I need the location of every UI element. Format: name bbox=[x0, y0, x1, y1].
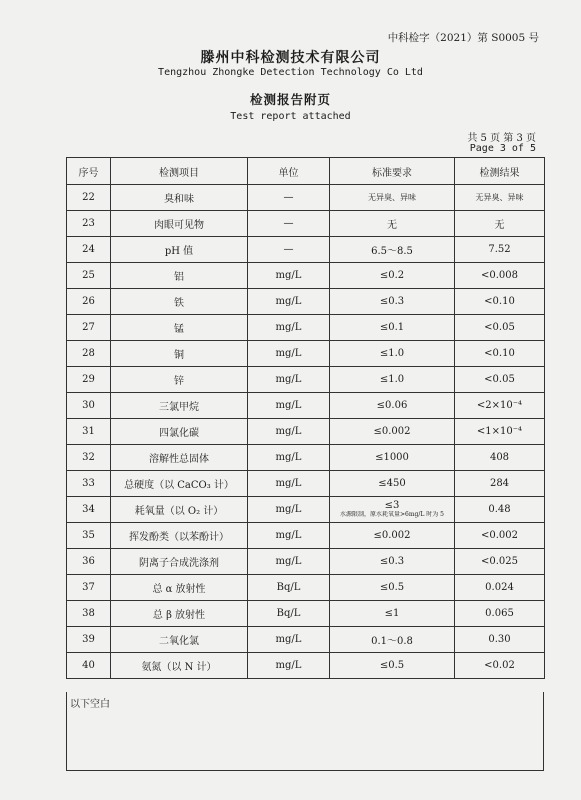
row-no: 22 bbox=[67, 185, 111, 211]
table-row bbox=[67, 237, 545, 263]
row-result: <1×10⁻⁴ bbox=[455, 419, 545, 445]
row-no: 26 bbox=[67, 289, 111, 315]
row-standard: ≤0.5 bbox=[330, 575, 455, 601]
row-no: 28 bbox=[67, 341, 111, 367]
row-item: 耗氧量（以 O₂ 计） bbox=[111, 497, 248, 523]
page-indicator-cn: 共 5 页 第 3 页 bbox=[467, 133, 536, 144]
row-item: 铁 bbox=[111, 289, 248, 315]
table-row bbox=[67, 471, 545, 497]
row-result: 0.024 bbox=[455, 575, 545, 601]
row-item: 臭和味 bbox=[111, 185, 248, 211]
table-row bbox=[67, 627, 545, 653]
results-table bbox=[66, 157, 545, 679]
row-unit: — bbox=[248, 211, 330, 237]
report-reference-number: 中科检字（2021）第 S0005 号 bbox=[387, 32, 539, 44]
row-standard: 0.1～0.8 bbox=[330, 627, 455, 653]
table-row bbox=[67, 393, 545, 419]
row-item: 二氧化氯 bbox=[111, 627, 248, 653]
row-no: 39 bbox=[67, 627, 111, 653]
row-no: 34 bbox=[67, 497, 111, 523]
row-item: 铝 bbox=[111, 263, 248, 289]
header-result: 检测结果 bbox=[455, 158, 545, 185]
row-standard: ≤0.06 bbox=[330, 393, 455, 419]
table-row bbox=[67, 185, 545, 211]
table-row bbox=[67, 367, 545, 393]
row-unit: mg/L bbox=[248, 419, 330, 445]
row-standard: ≤0.5 bbox=[330, 653, 455, 679]
row-result: <0.02 bbox=[455, 653, 545, 679]
row-standard: ≤1.0 bbox=[330, 367, 455, 393]
row-unit: mg/L bbox=[248, 497, 330, 523]
header-unit: 单位 bbox=[248, 158, 330, 185]
row-standard-cell bbox=[330, 497, 455, 523]
table-row bbox=[67, 575, 545, 601]
row-unit: mg/L bbox=[248, 653, 330, 679]
row-result: 0.48 bbox=[455, 497, 545, 523]
table-row bbox=[67, 341, 545, 367]
table-row bbox=[67, 653, 545, 679]
row-standard: 无异臭、异味 bbox=[330, 185, 455, 211]
row-unit: — bbox=[248, 185, 330, 211]
row-no: 33 bbox=[67, 471, 111, 497]
row-unit: mg/L bbox=[248, 523, 330, 549]
row-no: 25 bbox=[67, 263, 111, 289]
row-standard: 6.5～8.5 bbox=[330, 237, 455, 263]
row-result: 无异臭、异味 bbox=[455, 185, 545, 211]
table-header-row bbox=[67, 158, 545, 185]
row-no: 38 bbox=[67, 601, 111, 627]
row-result: <0.008 bbox=[455, 263, 545, 289]
header-standard: 标准要求 bbox=[330, 158, 455, 185]
row-no: 27 bbox=[67, 315, 111, 341]
row-standard: ≤0.3 bbox=[330, 289, 455, 315]
row-no: 32 bbox=[67, 445, 111, 471]
table-row bbox=[67, 419, 545, 445]
row-item: 溶解性总固体 bbox=[111, 445, 248, 471]
row-item: 三氯甲烷 bbox=[111, 393, 248, 419]
row-no: 29 bbox=[67, 367, 111, 393]
row-item: 总 β 放射性 bbox=[111, 601, 248, 627]
row-no: 35 bbox=[67, 523, 111, 549]
row-no: 30 bbox=[67, 393, 111, 419]
row-standard: ≤0.002 bbox=[330, 523, 455, 549]
row-item: 锰 bbox=[111, 315, 248, 341]
row-standard: ≤0.1 bbox=[330, 315, 455, 341]
row-result: <2×10⁻⁴ bbox=[455, 393, 545, 419]
row-no: 24 bbox=[67, 237, 111, 263]
row-unit: Bq/L bbox=[248, 575, 330, 601]
row-result: 7.52 bbox=[455, 237, 545, 263]
row-result: <0.025 bbox=[455, 549, 545, 575]
report-title-cn: 检测报告附页 bbox=[249, 92, 331, 107]
report-title-en: Test report attached bbox=[230, 111, 351, 122]
row-standard: ≤1000 bbox=[330, 445, 455, 471]
row-unit: mg/L bbox=[248, 393, 330, 419]
row-result: 408 bbox=[455, 445, 545, 471]
row-unit: mg/L bbox=[248, 263, 330, 289]
row-standard: 无 bbox=[330, 211, 455, 237]
row-result: <0.002 bbox=[455, 523, 545, 549]
row-unit: mg/L bbox=[248, 341, 330, 367]
company-name-en: Tengzhou Zhongke Detection Technology Co Ltd bbox=[158, 67, 423, 78]
table-row bbox=[67, 211, 545, 237]
table-row bbox=[67, 497, 545, 523]
row-unit: mg/L bbox=[248, 289, 330, 315]
row-item: 挥发酚类（以苯酚计） bbox=[111, 523, 248, 549]
row-standard: ≤450 bbox=[330, 471, 455, 497]
table-row bbox=[67, 601, 545, 627]
row-result: 284 bbox=[455, 471, 545, 497]
header-no: 序号 bbox=[67, 158, 111, 185]
row-item: 总硬度（以 CaCO₃ 计） bbox=[111, 471, 248, 497]
row-result: <0.10 bbox=[455, 341, 545, 367]
row-standard: ≤1.0 bbox=[330, 341, 455, 367]
row-unit: mg/L bbox=[248, 471, 330, 497]
row-no: 37 bbox=[67, 575, 111, 601]
row-no: 31 bbox=[67, 419, 111, 445]
table-row bbox=[67, 263, 545, 289]
row-unit: mg/L bbox=[248, 549, 330, 575]
row-no: 23 bbox=[67, 211, 111, 237]
row-result: <0.05 bbox=[455, 315, 545, 341]
table-row bbox=[67, 445, 545, 471]
row-unit: mg/L bbox=[248, 445, 330, 471]
remarks-box bbox=[66, 692, 544, 771]
company-name-cn: 滕州中科检测技术有限公司 bbox=[200, 50, 381, 66]
table-row bbox=[67, 549, 545, 575]
row-standard: ≤0.2 bbox=[330, 263, 455, 289]
row-result: 无 bbox=[455, 211, 545, 237]
row-item: 锌 bbox=[111, 367, 248, 393]
row-result: <0.10 bbox=[455, 289, 545, 315]
row-item: 肉眼可见物 bbox=[111, 211, 248, 237]
row-item: 总 α 放射性 bbox=[111, 575, 248, 601]
row-result: 0.30 bbox=[455, 627, 545, 653]
blank-below-note: 以下空白 bbox=[70, 699, 110, 710]
row-standard-note: 水源限制，原水耗氧量>6mg/L 时为 5 bbox=[339, 511, 444, 518]
row-standard: ≤0.002 bbox=[330, 419, 455, 445]
row-result: 0.065 bbox=[455, 601, 545, 627]
row-item: pH 值 bbox=[111, 237, 248, 263]
row-standard: ≤0.3 bbox=[330, 549, 455, 575]
table-row bbox=[67, 315, 545, 341]
table-row bbox=[67, 523, 545, 549]
row-result: <0.05 bbox=[455, 367, 545, 393]
row-unit: mg/L bbox=[248, 367, 330, 393]
row-standard: ≤1 bbox=[330, 601, 455, 627]
row-unit: Bq/L bbox=[248, 601, 330, 627]
row-item: 铜 bbox=[111, 341, 248, 367]
row-unit: mg/L bbox=[248, 315, 330, 341]
row-item: 四氯化碳 bbox=[111, 419, 248, 445]
row-standard: ≤3 bbox=[384, 500, 400, 511]
row-item: 氨氮（以 N 计） bbox=[111, 653, 248, 679]
page-indicator-en: Page 3 of 5 bbox=[469, 143, 536, 154]
row-unit: — bbox=[248, 237, 330, 263]
row-no: 40 bbox=[67, 653, 111, 679]
table-row bbox=[67, 289, 545, 315]
row-item: 阴离子合成洗涤剂 bbox=[111, 549, 248, 575]
header-item: 检测项目 bbox=[111, 158, 248, 185]
row-unit: mg/L bbox=[248, 627, 330, 653]
row-no: 36 bbox=[67, 549, 111, 575]
